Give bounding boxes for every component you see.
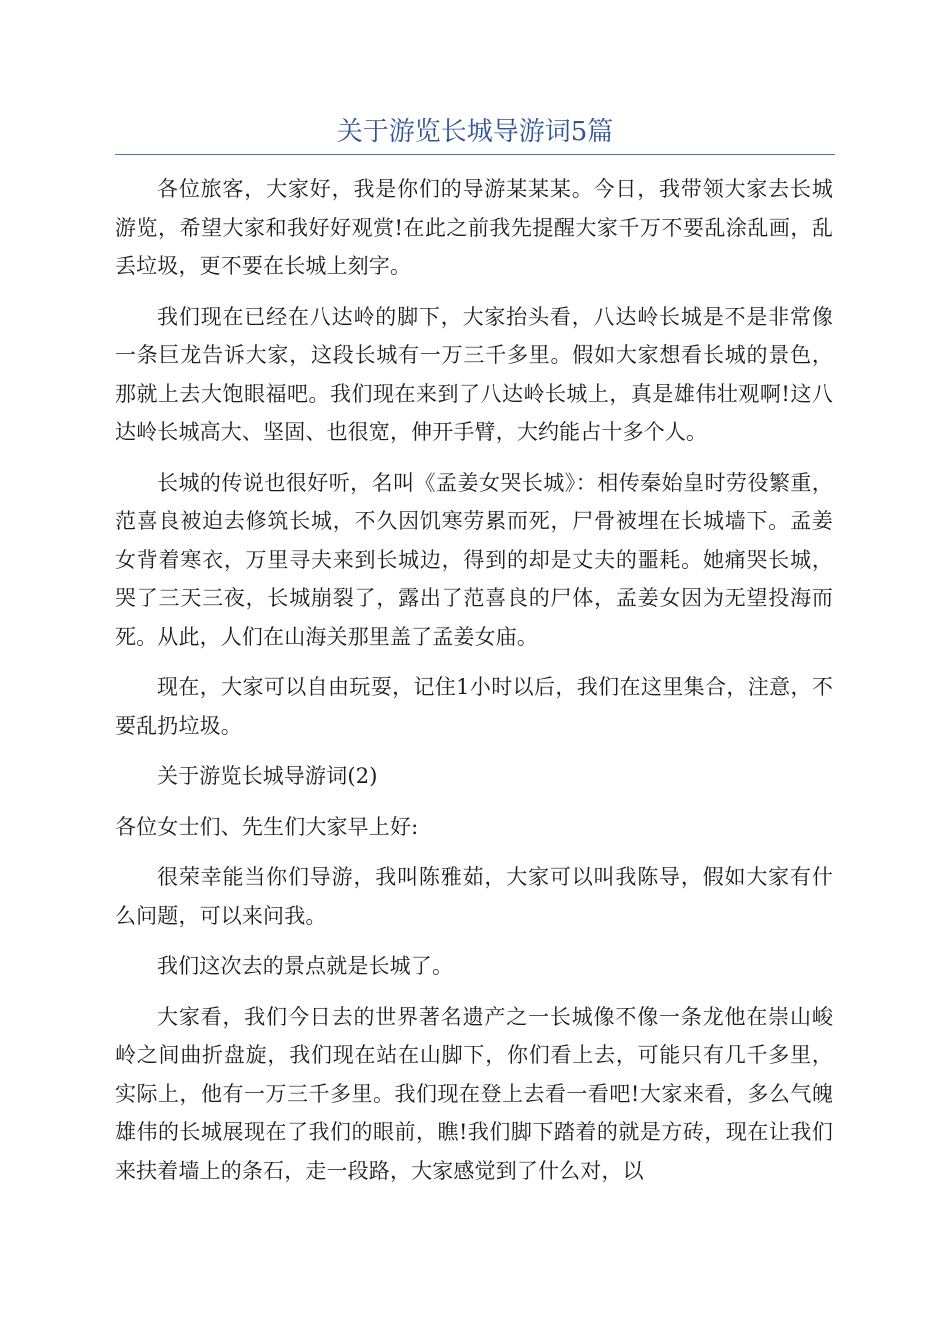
paragraph: 现在，大家可以自由玩耍，记住1小时以后，我们在这里集合，注意，不要乱扔垃圾。 [115, 675, 833, 738]
paragraph: 我们这次去的景点就是长城了。 [157, 954, 454, 978]
title-underline [115, 154, 835, 155]
section-heading: 关于游览长城导游词(2) [157, 764, 378, 788]
paragraph: 我们现在已经在八达岭的脚下，大家抬头看，八达岭长城是不是非常像一条巨龙告诉大家，这段长城有一万三千多里。假如大家想看长城的景色，那就上去大饱眼福吧。我们现在来到了八达岭长城上，真是雄伟壮观啊!这八达岭长城高大、坚固、也很宽，伸开手臂，大约能占十多个人。 [115, 304, 833, 444]
greeting-line: 各位女士们、先生们大家早上好: [115, 814, 419, 839]
paragraph: 各位旅客，大家好，我是你们的导游某某某。今日，我带领大家去长城游览，希望大家和我好好观赏!在此之前我先提醒大家千万不要乱涂乱画，乱丢垃圾，更不要在长城上刻字。 [115, 177, 833, 278]
document-body [115, 170, 833, 1190]
paragraph: 很荣幸能当你们导游，我叫陈雅茹，大家可以叫我陈导，假如大家有什么问题，可以来问我。 [115, 865, 833, 928]
document-title: 关于游览长城导游词5篇 [336, 117, 614, 147]
paragraph: 长城的传说也很好听，名叫《孟姜女哭长城》：相传秦始皇时劳役繁重，范喜良被迫去修筑长城，不久因饥寒劳累而死，尸骨被埋在长城墙下。孟姜女背着寒衣，万里寻夫来到长城边，得到的却是丈夫的噩耗。她痛哭长城，哭了三天三夜，长城崩裂了，露出了范喜良的尸体，孟姜女因为无望投海而死。从此，人们在山海关那里盖了孟姜女庙。 [115, 470, 833, 649]
paragraph: 大家看，我们今日去的世界著名遗产之一长城像不像一条龙他在崇山峻岭之间曲折盘旋，我们现在站在山脚下，你们看上去，可能只有几千多里，实际上，他有一万三千多里。我们现在登上去看一看吧!大家来看，多么气魄雄伟的长城展现在了我们的眼前，瞧!我们脚下踏着的就是方砖，现在让我们来扶着墙上的条石，走一段路，大家感觉到了什么对，以 [115, 1004, 833, 1183]
